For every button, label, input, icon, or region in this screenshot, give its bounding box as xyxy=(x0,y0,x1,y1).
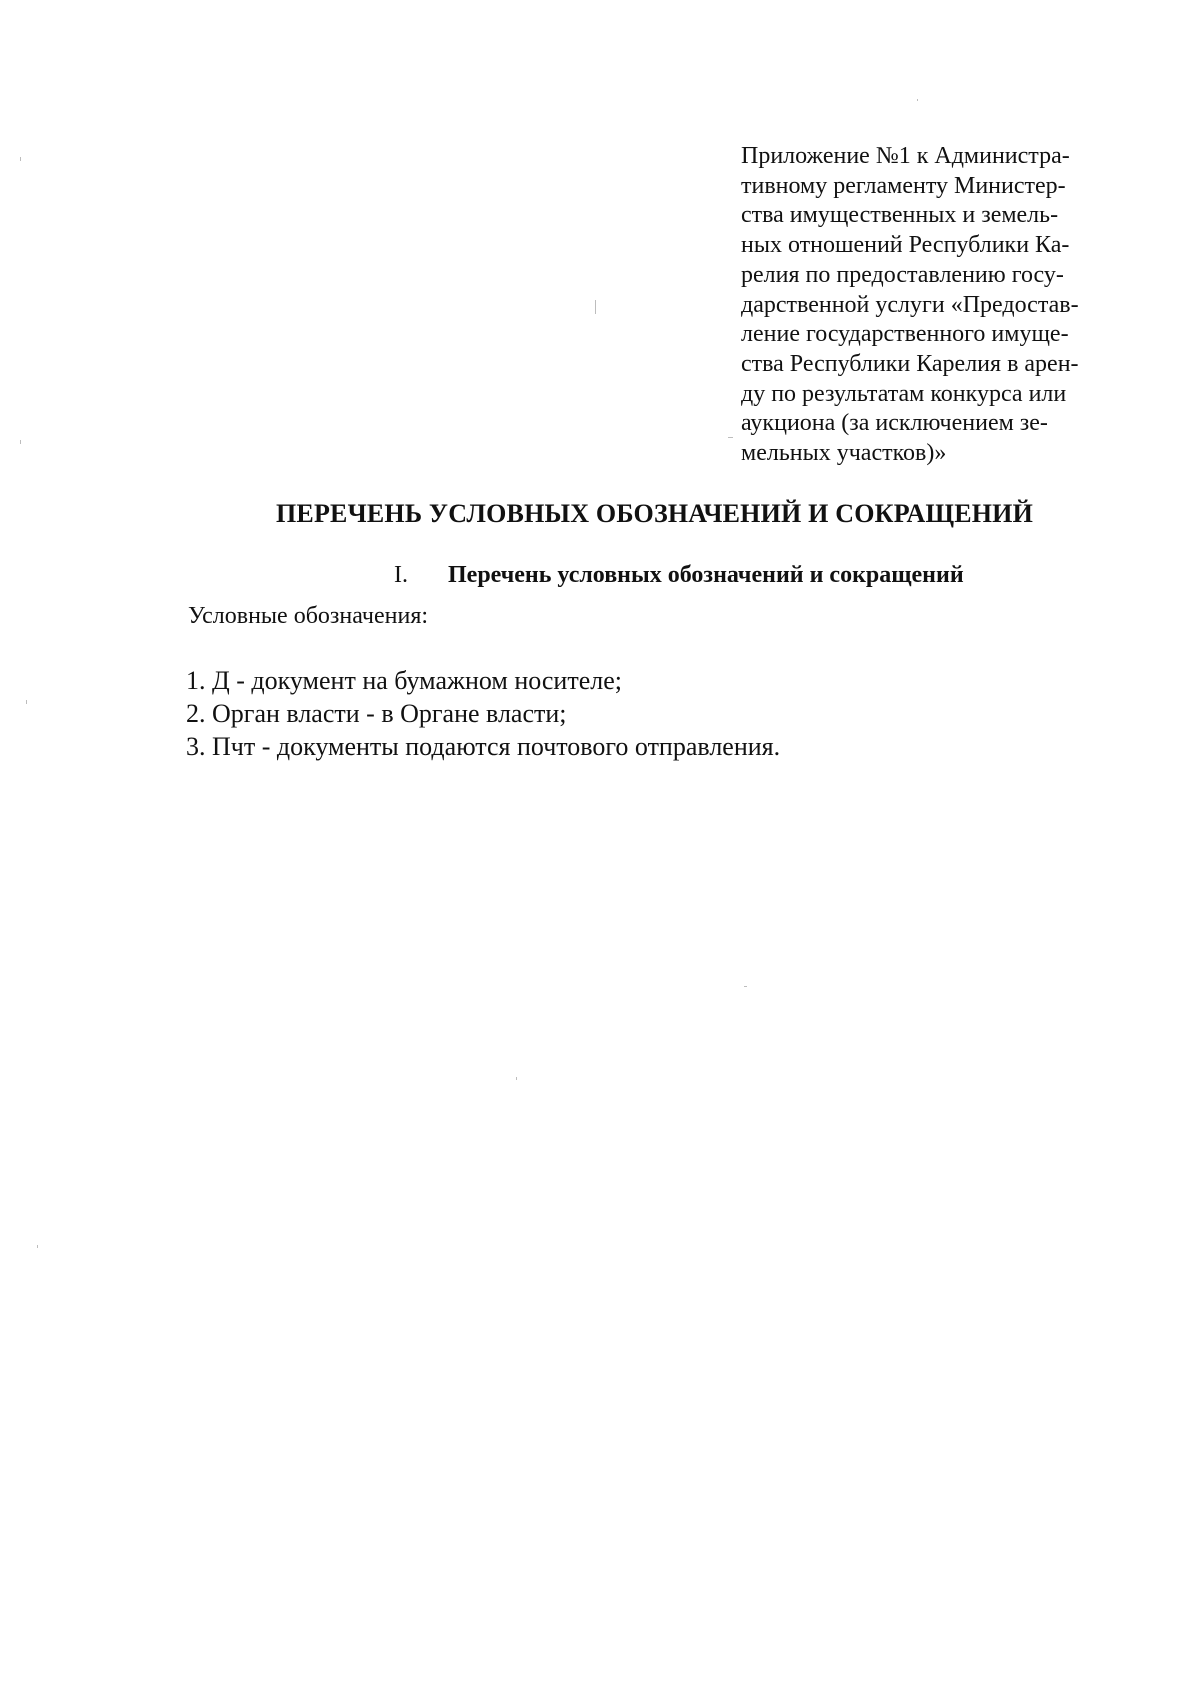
scan-speck xyxy=(20,440,21,444)
appendix-line: аукциона (за исключением зе- xyxy=(741,410,1048,437)
appendix-line: ства имущественных и земель- xyxy=(741,202,1059,229)
appendix-line: ду по результатам конкурса или xyxy=(741,380,1067,407)
appendix-note xyxy=(741,142,1126,469)
appendix-line: ных отношений Республики Ка- xyxy=(741,232,1070,259)
legend-list xyxy=(186,664,780,763)
legend-item: 1. Д - документ на бумажном носителе; xyxy=(186,666,622,695)
section-heading xyxy=(394,562,964,589)
appendix-line: Приложение №1 к Администра- xyxy=(741,143,1070,169)
scan-speck xyxy=(516,1077,517,1080)
appendix-line: мельных участков)» xyxy=(741,440,947,467)
page-title: ПЕРЕЧЕНЬ УСЛОВНЫХ ОБОЗНАЧЕНИЙ И СОКРАЩЕНИЙ xyxy=(276,499,1034,528)
section-numeral: I. xyxy=(394,562,408,588)
scan-speck xyxy=(37,1245,38,1248)
section-heading-text: Перечень условных обозначений и сокращений xyxy=(448,562,964,588)
appendix-line: ление государственного имуще- xyxy=(741,321,1069,348)
legend-item: 3. Пчт - документы подаются почтового отправления. xyxy=(186,732,781,761)
legend-item: 2. Орган власти - в Органе власти; xyxy=(186,699,567,728)
scan-speck xyxy=(728,437,733,438)
scan-speck xyxy=(595,300,596,314)
appendix-line: дарственной услуги «Предостав- xyxy=(741,291,1079,318)
scan-speck xyxy=(20,157,21,161)
appendix-line: тивному регламенту Министер- xyxy=(741,172,1066,199)
appendix-line: ства Республики Карелия в арен- xyxy=(741,350,1079,377)
scan-speck xyxy=(26,700,27,704)
legend-intro: Условные обозначения: xyxy=(188,603,429,629)
scan-speck xyxy=(917,99,918,101)
scan-speck xyxy=(744,986,747,987)
appendix-line: релия по предоставлению госу- xyxy=(741,261,1064,288)
